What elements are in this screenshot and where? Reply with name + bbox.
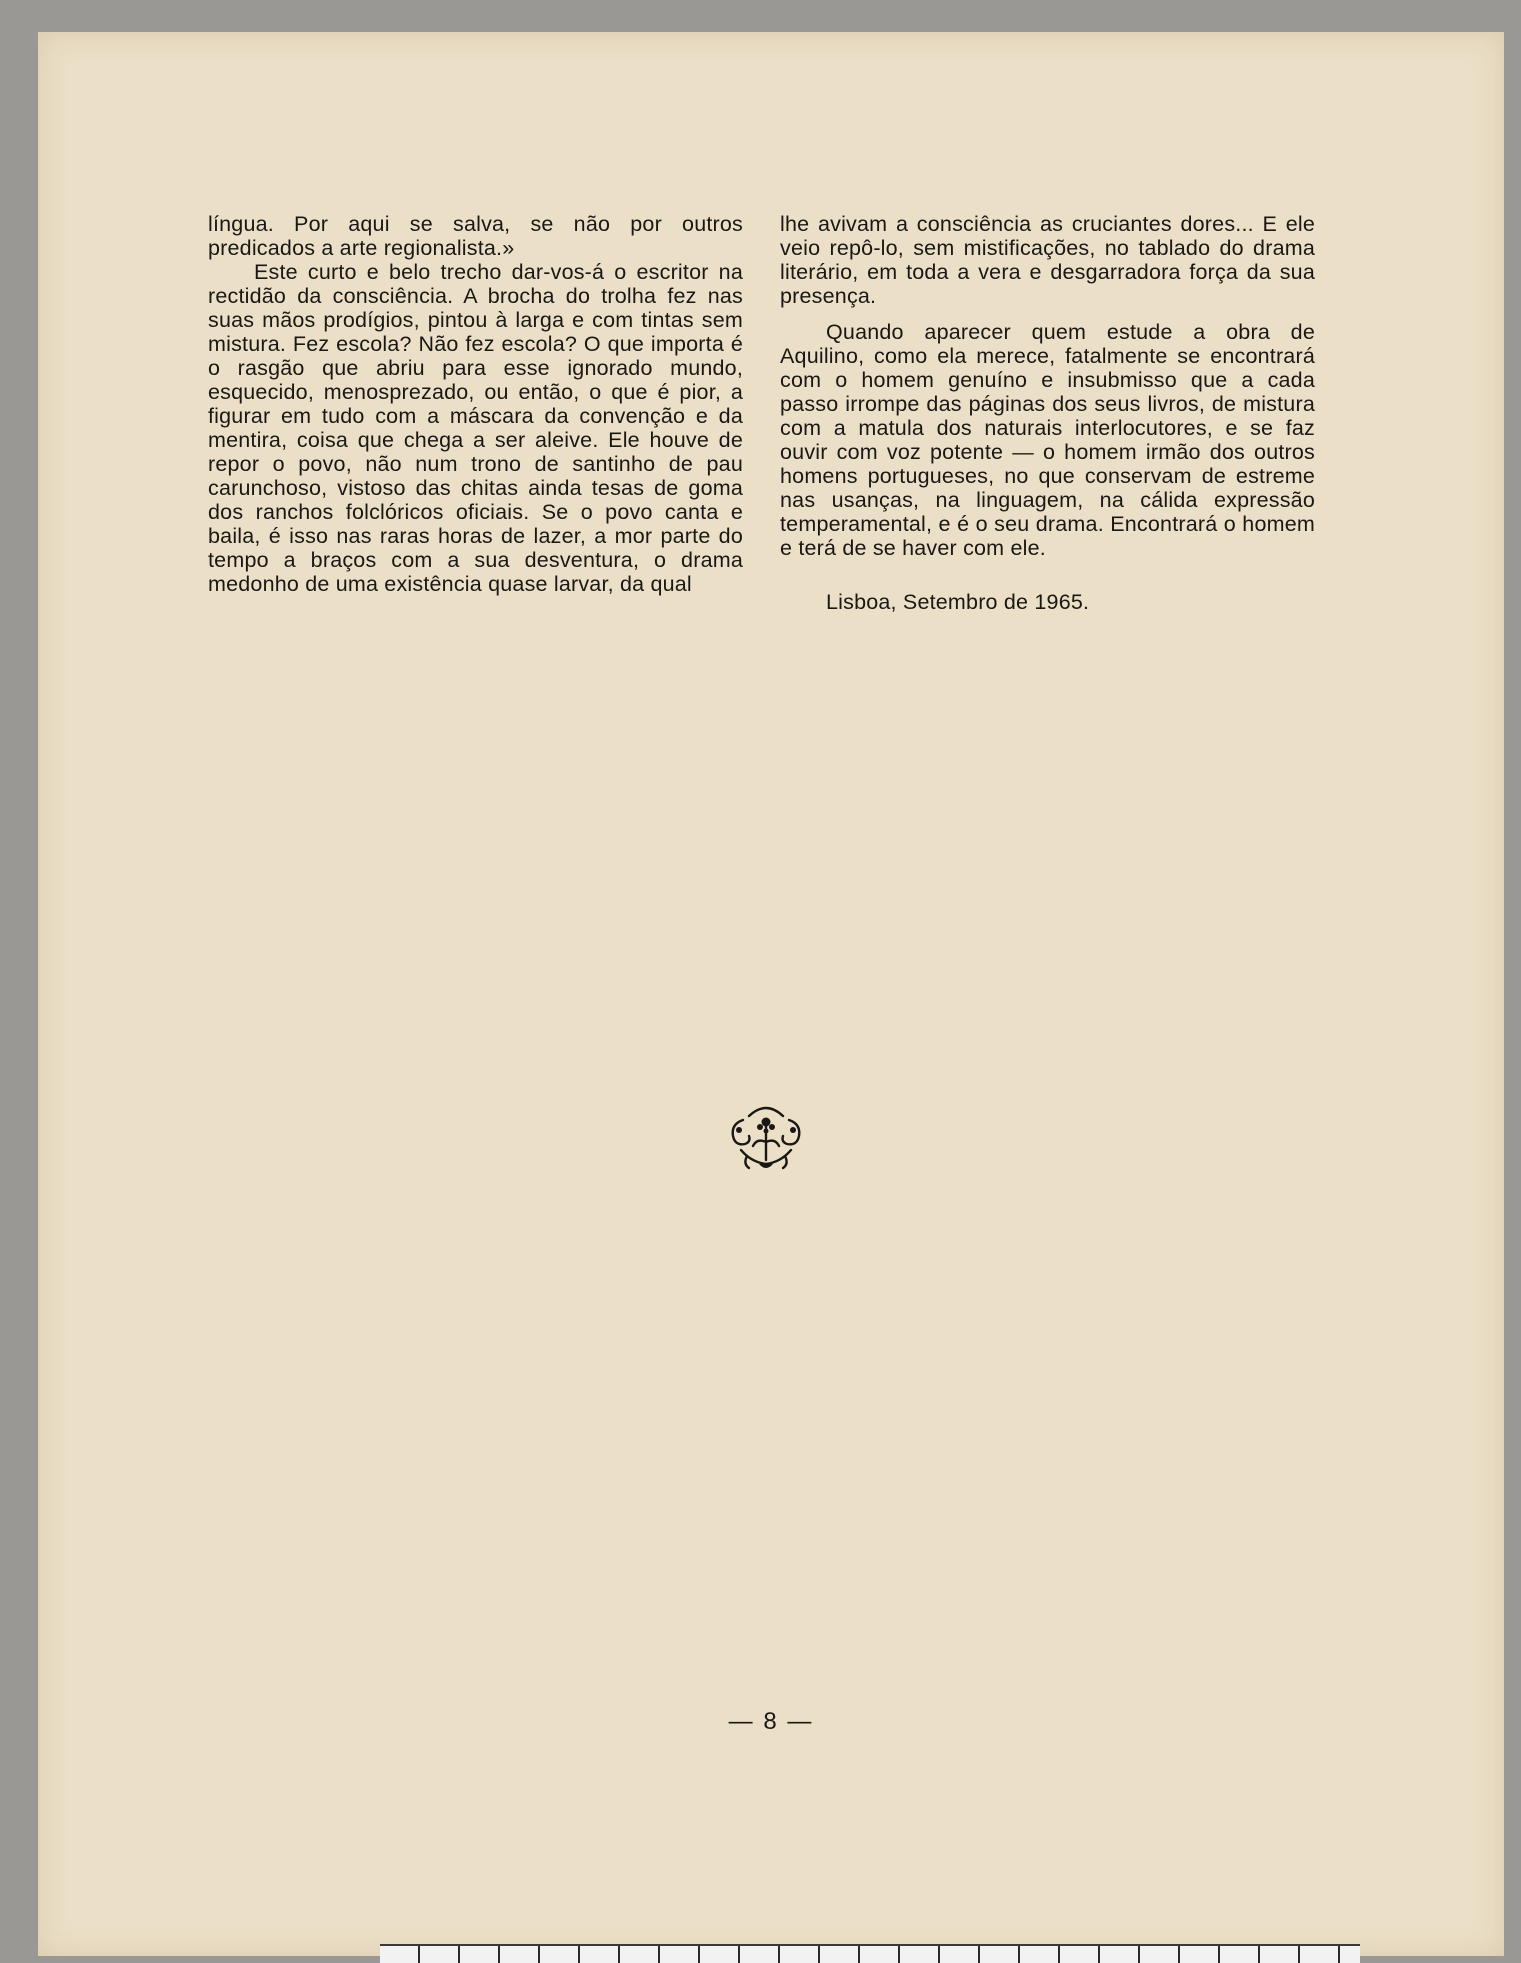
paragraph: Este curto e belo trecho dar-vos-á o escritor na rectidão da consciência. A brocha do trolha fez nas suas mãos prodígios, pintou à larga e com tintas sem mistura. Fez escola? Não fez escola? O que importa é o rasgão que abriu para esse ignorado mundo, esquecido, menosprezado, ou então, o que é pior, a figurar em tudo com a máscara da convenção e da mentira, coisa que chega a ser aleive. Ele houve de repor o povo, não num trono de santinho de pau carunchoso, vistoso das chitas ainda tesas de goma dos ranchos folclóricos oficiais. Se o povo canta e baila, é isso nas raras horas de lazer, a mor parte do tempo a braços com a sua desventura, o drama medonho de uma existência quase larvar, da qual	[208, 260, 743, 596]
scale-ruler	[380, 1944, 1360, 1963]
book-page	[38, 32, 1504, 1956]
paragraph: lhe avivam a consciência as cruciantes dores... E ele veio repô-lo, sem mistificações, no tablado do drama literário, em toda a vera e desgarradora força da sua presença.	[780, 212, 1315, 308]
page-number: — 8 —	[728, 1708, 814, 1735]
dateline: Lisboa, Setembro de 1965.	[826, 590, 1090, 614]
right-text-column	[780, 212, 1315, 614]
paragraph: Quando aparecer quem estude a obra de Aquilino, como ela merece, fatalmente se encontrará com o homem genuíno e insubmisso que a cada passo irrompe das páginas dos seus livros, de mistura com a matula dos naturais interlocutores, e se faz ouvir com voz potente — o homem irmão dos outros homens portugueses, no que conservam de estreme nas usanças, na linguagem, na cálida expressão temperamental, e é o seu drama. Encontrará o homem e terá de se haver com ele.	[780, 320, 1315, 560]
floral-ornament-icon	[721, 1094, 811, 1174]
left-text-column	[208, 212, 743, 596]
paragraph: língua. Por aqui se salva, se não por outros predicados a arte regionalista.»	[208, 212, 743, 260]
